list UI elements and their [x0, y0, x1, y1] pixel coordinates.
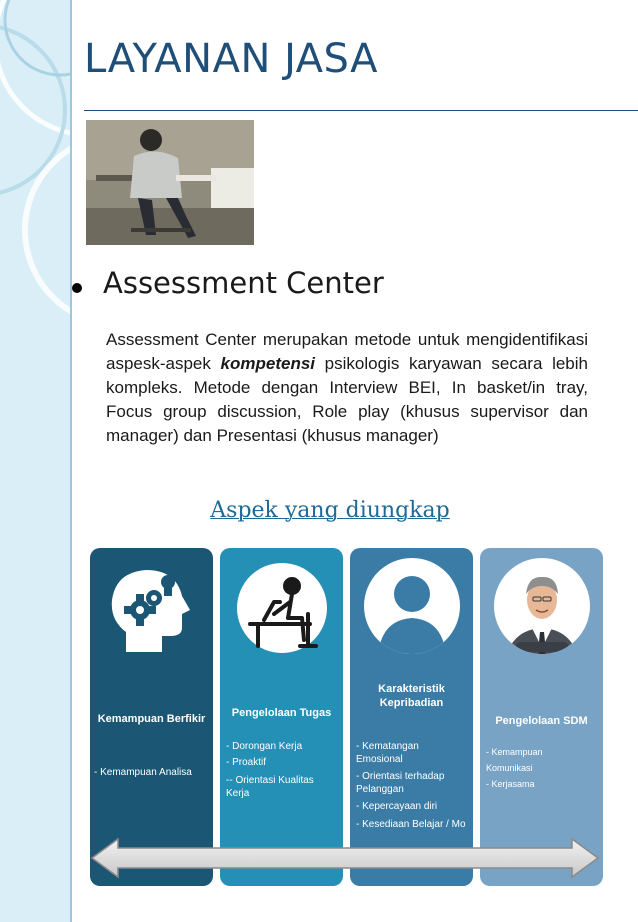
- card-item: Komunikasi: [486, 763, 533, 773]
- bullet-icon: [72, 283, 82, 293]
- card-item: - Kemampuan Analisa: [94, 767, 192, 778]
- paragraph-text-start: Assessment Center merupakan metode untuk mengidentifikasi aspesk-aspek: [106, 330, 588, 373]
- card-item: - Orientasi terhadap Pelanggan: [356, 771, 445, 795]
- card-title: Pengelolaan Tugas: [231, 707, 332, 719]
- businessman-icon: [480, 548, 603, 668]
- decorative-sidebar: [0, 0, 70, 922]
- swirl-decoration: [0, 0, 70, 922]
- card-title: Pengelolaan SDM: [495, 715, 588, 727]
- person-silhouette-icon: [350, 548, 473, 668]
- card-item: -- Orientasi Kualitas Kerja: [226, 775, 314, 799]
- aspects-subheading: Aspek yang diungkap: [210, 498, 450, 523]
- card-item: - Kematangan Emosional: [356, 741, 419, 765]
- card-item: - Kepercayaan diri: [356, 801, 438, 812]
- card-item: - Proaktif: [226, 757, 267, 768]
- card-item: - Dorongan Kerja: [226, 741, 303, 752]
- sidebar-divider: [70, 0, 72, 922]
- double-arrow-icon: [90, 836, 600, 880]
- assessment-photo: [86, 120, 254, 245]
- brain-gears-icon: [90, 548, 213, 668]
- card-title: Karakteristik Kepribadian: [378, 683, 445, 709]
- card-item: - Kemampuan: [486, 747, 543, 757]
- page-title: LAYANAN JASA: [84, 36, 379, 82]
- card-title: Kemampuan Berfikir: [97, 713, 206, 725]
- paragraph-emphasis: kompetensi: [220, 354, 316, 373]
- paragraph-text-end: psikologis karyawan secara lebih kompleks. Metode dengan Interview BEI, In basket/in tray, Focus group discussion, Role play (khusus supervisor dan manager) dan Presentasi (khusus manager): [106, 354, 588, 445]
- person-at-desk-icon: [220, 548, 343, 668]
- card-item: - Kesediaan Belajar / Mo: [356, 819, 466, 830]
- card-item: - Kerjasama: [486, 779, 535, 789]
- title-rule: [84, 110, 638, 111]
- section-heading: Assessment Center: [103, 266, 384, 300]
- description-paragraph: [106, 328, 588, 448]
